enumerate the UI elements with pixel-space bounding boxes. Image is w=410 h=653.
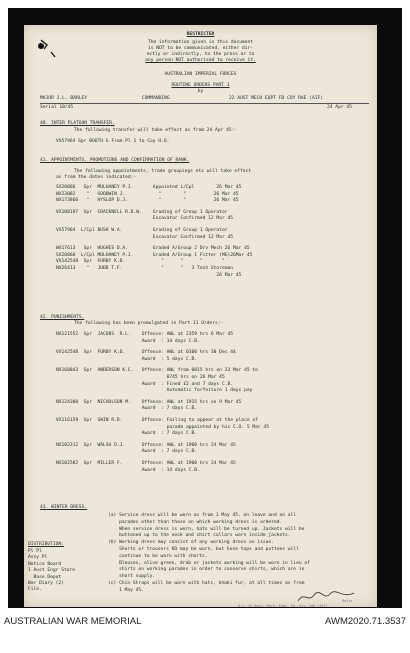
section-42-intro: The following has been promulgated in Part 11 Orders:- xyxy=(74,321,224,326)
appointment-line: 26 Mar 45 xyxy=(56,272,242,278)
punishment-line: Award : 7 days C.B. xyxy=(56,406,198,412)
distribution-line: 1 Aust Engr Store xyxy=(28,568,76,574)
order-date: 24 Apr 45 xyxy=(327,105,352,110)
winter-dress-line: 1 May 45. xyxy=(108,587,144,593)
signature-title: Major xyxy=(342,599,353,603)
punishment-line: Award : 14 days C.B. xyxy=(56,338,200,344)
section-41-heading: 41. APPOINTMENTS, PROMOTIONS AND CONFIRMATION OF RANK. xyxy=(40,158,190,163)
winter-dress-line: short supply. xyxy=(108,574,156,580)
appointment-line: WX17613 Spr HUGHES D.A. Graded A/Group 2 Drv Mech 26 Mar 45 xyxy=(56,246,250,252)
restricted-line-1: The information given in this document xyxy=(147,40,254,45)
commander-name: MAJOR J.L. BARLEY xyxy=(40,96,88,101)
unit-name: 22 AUST MECH EQPT FD COY RAE (AIF) xyxy=(229,96,324,101)
section-40-heading: 40. INTER PLATOON TRANSFER. xyxy=(40,121,115,126)
footer-accession-number: AWM2020.71.3537 xyxy=(325,616,406,627)
section-43-heading: 43. WINTER DRESS. xyxy=(40,505,88,510)
punishment-line: Award : 7 days C.B. xyxy=(56,431,198,437)
punishment-line: Award : 14 days C.B. xyxy=(56,467,200,473)
punishment-line: Award : 5 days C.B. xyxy=(56,356,198,362)
appointment-line: VX57964 L/Cpl BUSH W.A. Grading of Group 1 Operator xyxy=(56,228,228,233)
winter-dress-line: Shorts or trousers KD may be worn, but hose tops and puttees will xyxy=(108,547,299,552)
signature-unit: O.C. 22 Aust. Mech. Eqpt. Fd. Coy. RAE (AIF) xyxy=(238,604,328,607)
punishment-line: VX142548 Spr FURBY K.D. Offence: AWL at 0100 hrs 30 Dec 44 xyxy=(56,350,236,356)
punishment-line: Award : Fined £2 and 7 days C.B. xyxy=(56,381,234,387)
appointment-line: Excavator Confirmed 12 Mar 45 xyxy=(56,234,234,240)
winter-dress-line: When service dress is worn, hats will be turned up. Jackets will be xyxy=(108,526,305,532)
winter-dress-line: (c) Chin Straps will be worn with hats, khaki fur, at all times as from xyxy=(108,581,305,586)
winter-dress-line: parades other than those on which working dress is ordered. xyxy=(108,519,283,525)
appointment-line: SX20866 Spr MULHANEY P.J. Appointed L/Cpl 26 Mar 45 xyxy=(56,185,242,190)
restricted-heading: RESTRICTED xyxy=(186,32,215,37)
winter-dress-line: Blouses, olive green, drab or jackets working will be worn in lieu of xyxy=(108,560,310,566)
appointment-line: VX108197 Spr CRACKNELL R.D.W. Grading of Group 1 Operator xyxy=(56,209,228,215)
section-40-intro: The following transfer will take effect as from 24 Apr 45:- xyxy=(74,128,238,133)
appointment-line: VX142548 Spr FURBY K.D. " " " " xyxy=(56,259,225,265)
restricted-line-4: any person NOT authorised to receive it. xyxy=(145,58,256,63)
restricted-line-3: ectly or indirectly, to the press or to xyxy=(146,52,255,57)
punishment-line: NX160843 Spr ANDERSON K.C. Offence: AWL from 0815 hrs on 23 Mar 45 to xyxy=(56,368,258,374)
distribution-heading: DISTRIBUTION: xyxy=(28,542,64,547)
document-page xyxy=(24,25,377,607)
section-40-entry: VX57964 Spr BOOTH G From Pl 1 to Coy H.Q. xyxy=(56,139,170,144)
winter-dress-line: (a) Service dress will be worn as from 1 May 45, on leave and on all xyxy=(108,513,297,518)
orders-title: ROUTINE ORDERS PART 1 xyxy=(171,83,230,88)
winter-dress-line: continue to be worn with shorts. xyxy=(108,553,208,559)
punishment-line: NX121552 Spr JACOBS R.L. Offence: AWL at 2359 hrs 6 Mar 45 xyxy=(56,332,234,337)
punishment-line: Award : 7 days C.B. xyxy=(56,449,198,455)
punishment-line: VX116159 Spr GWIN R.D. Offence: Failing to appear at the place of xyxy=(56,418,258,423)
punishment-line: 0745 hrs on 26 Mar 45 xyxy=(56,375,225,380)
appointment-line: NX173866 " HYSLOP D.J. " " 26 Mar 45 xyxy=(56,198,239,204)
distribution-line: File. xyxy=(28,587,42,593)
section-41-intro-2: as from the dates indicated:- xyxy=(56,175,137,180)
winter-dress-line: buttoned up to the neck and shirt collars worn inside jackets. xyxy=(108,533,291,539)
restricted-line-2: is NOT to be communicated, either dir- xyxy=(147,46,254,51)
distribution-line: War Diary (2) xyxy=(28,581,64,586)
winter-dress-line: (b) Working dress may consist of any working dress on issue. xyxy=(108,540,274,546)
distribution-line: Pl Pl xyxy=(28,549,42,554)
punishment-line: NX102582 Spr MILLER F. Offence: AWL at 1900 hrs 24 Mar 45 xyxy=(56,461,236,466)
appointment-line: SX20866 L/Cpl MULHANEY P.J. Graded A/Group 1 Fitter (MG)26Mar 45 xyxy=(56,252,253,258)
punishment-line: parade appointed by his C.O. 5 Mar 45 xyxy=(56,424,269,430)
section-42-heading: 42. PUNISHMENTS. xyxy=(40,315,85,320)
section-41-intro-1: The following appointments, trade groupings etc will take effect xyxy=(74,169,252,174)
header-rule xyxy=(40,103,369,104)
force-title: AUSTRALIAN IMPERIAL FORCES xyxy=(164,72,237,77)
punishment-line: Automatic forfeiture 1 days pay xyxy=(56,388,253,394)
punishment-line: NX124308 Spr NICHOLSON M. Offence: AWL at 1915 hrs on 9 Mar 45 xyxy=(56,399,242,405)
winter-dress-line: shirts on working parades in order to conserve shirts, which are in xyxy=(108,567,305,573)
distribution-line: Assy Pl xyxy=(28,555,48,561)
appointment-line: WX23082 " GOODWIN J. " " 26 Mar 45 xyxy=(56,191,239,197)
appointment-line: Excavator Confirmed 12 Mar 45 xyxy=(56,216,234,222)
footer-institution: AUSTRALIAN WAR MEMORIAL xyxy=(4,616,142,627)
serial-number: Serial 10/45 xyxy=(40,105,74,110)
distribution-line: Base Depot xyxy=(28,574,62,580)
appointment-line: NX26413 " JUDD T.F. " " 3 Tech Storeman xyxy=(56,266,234,271)
punishment-line: NX102312 Spr WALSH D.J. Offence: AWL at 1900 hrs 24 Mar 45 xyxy=(56,442,236,448)
orders-by: by xyxy=(197,89,204,94)
commanding-label: COMMANDING xyxy=(142,96,170,101)
distribution-line: Notice Board xyxy=(28,561,62,567)
